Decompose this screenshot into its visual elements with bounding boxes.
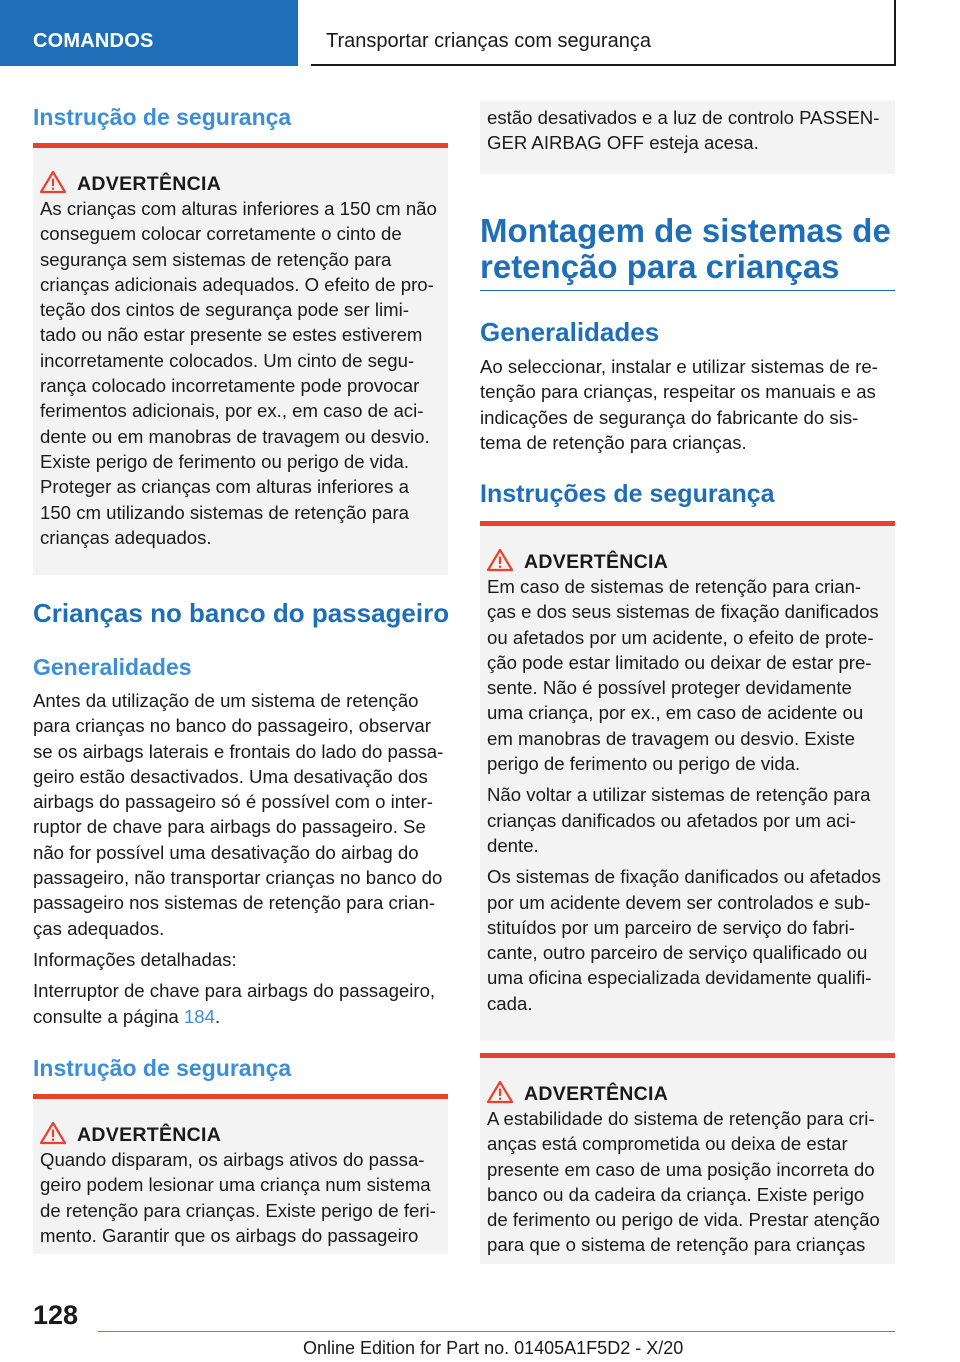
details-label: Informações detalhadas: bbox=[33, 948, 237, 970]
warning-triangle-icon bbox=[39, 1121, 67, 1145]
reference-text: Interruptor de chave para airbags do passageiro, consulte a página bbox=[33, 980, 436, 1027]
warning-title-row bbox=[486, 1080, 895, 1104]
safety-instructions-heading: Instruções de segurança bbox=[480, 480, 775, 508]
warning-box-3 bbox=[480, 521, 895, 1041]
mounting-heading: Montagem de sistemas de retenção para crianças bbox=[480, 212, 891, 285]
safety-heading-1: Instrução de segurança bbox=[33, 104, 292, 130]
general-heading-right: Generalidades bbox=[480, 317, 660, 347]
page-reference-paragraph: Interruptor de chave para airbags do passageiro, consulte a página 184. bbox=[33, 980, 436, 1027]
warning-box-1 bbox=[33, 143, 448, 575]
warning-box-4 bbox=[480, 1053, 895, 1264]
warning-continuation: estão desativados e a luz de controlo PASSEN- GER AIRBAG OFF esteja acesa. bbox=[480, 101, 895, 174]
warning-triangle-icon bbox=[486, 1080, 514, 1104]
chapter-header bbox=[311, 0, 896, 66]
warning-text: Quando disparam, os airbags ativos do passa- geiro podem lesionar uma criança num sistema de retenção para crianças. Existe perigo de feri- mento. Garantir que os airbags do passageiro bbox=[40, 1149, 436, 1246]
section-tab bbox=[0, 0, 298, 66]
warning-triangle-icon bbox=[39, 170, 67, 194]
warning-title: ADVERTÊNCIA bbox=[77, 173, 222, 195]
warning-paragraph: Não voltar a utilizar sistemas de retenção para crianças danificados ou afetados por um aci- dente. bbox=[487, 784, 871, 856]
warning-text: As crianças com alturas inferiores a 150 cm não conseguem colocar corretamente o cinto de segurança sem sistemas de retenção para crianças adicionais adequados. O efeito de pro- teção dos cintos de segurança pode ser limi- tado ou não estar presente se estes estiverem incorretamente colocados. Um cinto de segu- rança colocado incorretamente pode provocar ferimentos adicionais, por ex., em caso de aci- dente ou em manobras de travagem ou desvio. Existe perigo de ferimento ou perigo de vida. Proteger as crianças com alturas inferiores a 150 cm utilizando sistemas de retenção para crianças adequados. bbox=[40, 198, 437, 548]
warning-title: ADVERTÊNCIA bbox=[524, 551, 669, 573]
warning-text: A estabilidade do sistema de retenção para cri- anças está comprometida ou deixa de estar presente em caso de uma posição incorreta do banco ou da cadeira da criança. Existe perigo de ferimento ou perigo de vida. Prestar atenção para que o sistema de retenção para crianças bbox=[487, 1108, 880, 1256]
warning-box-2 bbox=[33, 1094, 448, 1254]
warning-title-row bbox=[486, 548, 895, 572]
warning-title: ADVERTÊNCIA bbox=[77, 1124, 222, 1146]
general-paragraph-right: Ao seleccionar, instalar e utilizar sistemas de re- tenção para crianças, respeitar os manuais e as indicações de segurança do fabricante do sis- tema de retenção para crianças. bbox=[480, 356, 878, 453]
safety-heading-2: Instrução de segurança bbox=[33, 1055, 292, 1081]
general-section-left bbox=[33, 688, 451, 1035]
chapter-title: Transportar crianças com segurança bbox=[326, 30, 651, 52]
general-paragraph: Antes da utilização de um sistema de retenção para crianças no banco do passageiro, observar se os airbags laterais e frontais do lado do passa- geiro estão desactivados. Uma desativação dos airbags do passageiro só é possível com o inter- ruptor de chave para airbags do passageiro. Se não for possível uma desativação do airbag do passageiro, não transportar crianças no banco do passageiro nos sistemas de retenção para crian- ças adequados. bbox=[33, 690, 444, 939]
passenger-seat-heading: Crianças no banco do passageiro bbox=[33, 598, 450, 628]
warning-title-row bbox=[39, 1121, 448, 1145]
warning-paragraph: Os sistemas de fixação danificados ou afetados por um acidente devem ser controlados e sub- stituídos por um parceiro de serviço do fabri- cante, outro parceiro de serviço qualificado ou uma oficina especializada devidamente qualifi- cada. bbox=[487, 866, 881, 1014]
section-title: COMANDOS bbox=[33, 30, 154, 52]
warning-triangle-icon bbox=[486, 548, 514, 572]
warning-title: ADVERTÊNCIA bbox=[524, 1083, 669, 1105]
warning-text bbox=[480, 574, 895, 1016]
footer-rule bbox=[98, 1331, 895, 1332]
page-link[interactable]: 184 bbox=[183, 1005, 215, 1027]
page-number: 128 bbox=[33, 1300, 79, 1330]
heading-rule bbox=[480, 290, 895, 291]
warning-title-row bbox=[39, 170, 448, 194]
general-heading-left: Generalidades bbox=[33, 654, 192, 680]
edition-text: Online Edition for Part no. 01405A1F5D2 - X/20 bbox=[303, 1338, 684, 1358]
warning-paragraph: Em caso de sistemas de retenção para crian- ças e dos seus sistemas de fixação danificados ou afetados por um acidente, o efeito de prote- ção pode estar limitado ou deixar de estar pre- sente. Não é possível proteger devidamente uma criança, por ex., em caso de acidente ou em manobras de travagem ou desvio. Existe perigo de ferimento ou perigo de vida. bbox=[487, 576, 879, 775]
